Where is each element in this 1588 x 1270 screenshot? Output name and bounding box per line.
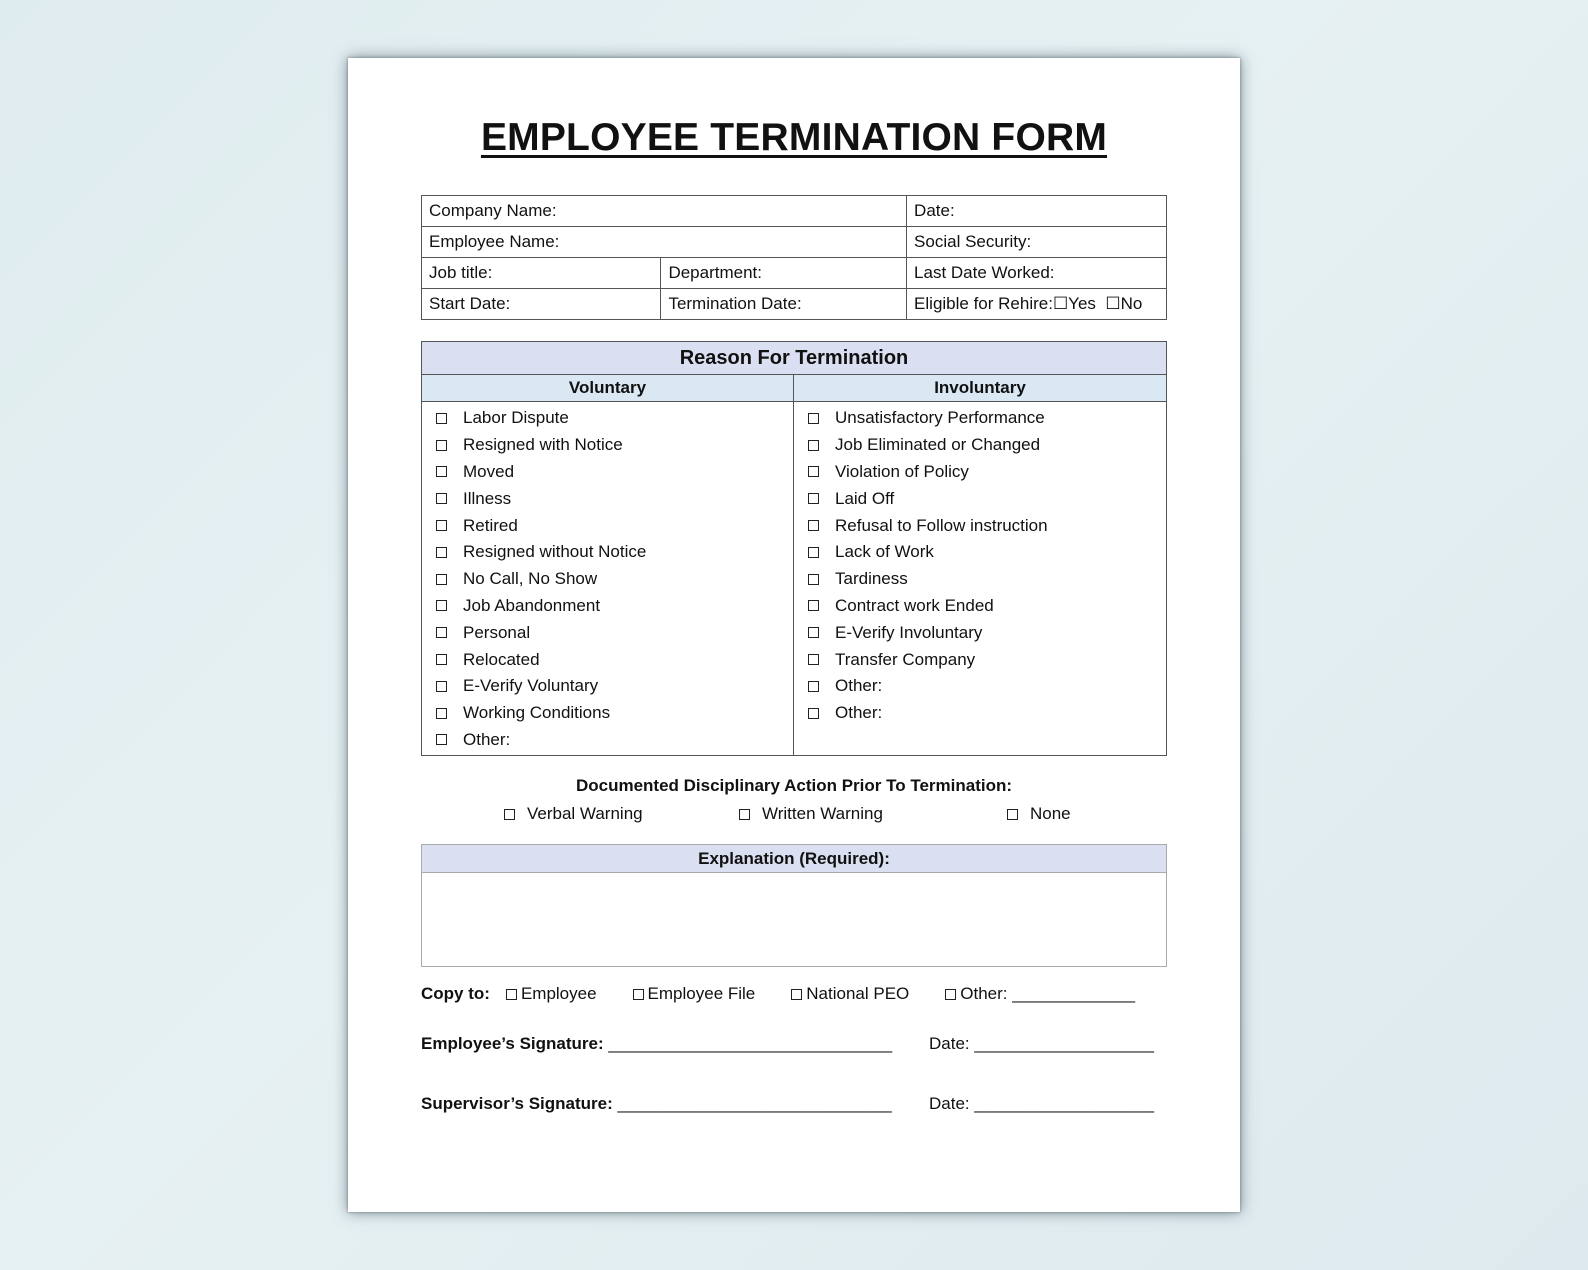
checkbox-icon[interactable] bbox=[808, 440, 819, 451]
copy-employee-option[interactable] bbox=[506, 984, 597, 1004]
eligible-for-rehire-field[interactable]: Eligible for Rehire:☐Yes ☐No bbox=[907, 289, 1167, 320]
involuntary-item[interactable] bbox=[808, 700, 1166, 727]
checkbox-icon[interactable] bbox=[504, 809, 515, 820]
voluntary-list bbox=[422, 402, 793, 753]
employee-info-table bbox=[421, 195, 1167, 320]
checkbox-icon[interactable] bbox=[436, 734, 447, 745]
voluntary-item[interactable] bbox=[436, 566, 793, 593]
checkbox-icon[interactable] bbox=[436, 574, 447, 585]
date-field[interactable]: Date: bbox=[907, 196, 1167, 227]
checkbox-icon[interactable] bbox=[739, 809, 750, 820]
copy-to-label: Copy to: bbox=[421, 984, 490, 1003]
voluntary-column bbox=[422, 375, 794, 756]
department-field[interactable]: Department: bbox=[661, 258, 907, 289]
explanation-heading: Explanation (Required): bbox=[422, 845, 1166, 873]
voluntary-item-label: Retired bbox=[463, 515, 518, 535]
checkbox-icon[interactable] bbox=[808, 413, 819, 424]
company-name-field[interactable]: Company Name: bbox=[422, 196, 907, 227]
voluntary-item-label: E-Verify Voluntary bbox=[463, 676, 599, 696]
voluntary-item-label: Illness bbox=[463, 488, 512, 508]
involuntary-item-label: Laid Off bbox=[835, 488, 895, 508]
copy-to-row bbox=[421, 984, 1167, 1004]
checkbox-icon[interactable] bbox=[808, 574, 819, 585]
voluntary-item[interactable] bbox=[436, 432, 793, 459]
employee-name-field[interactable]: Employee Name: bbox=[422, 227, 907, 258]
involuntary-item[interactable] bbox=[808, 593, 1166, 620]
voluntary-item[interactable] bbox=[436, 727, 793, 754]
checkbox-icon[interactable] bbox=[436, 600, 447, 611]
supervisor-signature-line[interactable]: _____________________________ bbox=[617, 1094, 892, 1113]
involuntary-item[interactable] bbox=[808, 512, 1166, 539]
checkbox-icon[interactable] bbox=[808, 493, 819, 504]
voluntary-item-label: Resigned without Notice bbox=[463, 542, 647, 562]
supervisor-signature-label: Supervisor’s Signature: bbox=[421, 1094, 613, 1113]
option-label: Verbal Warning bbox=[527, 804, 643, 823]
written-warning-option[interactable] bbox=[739, 804, 883, 824]
checkbox-icon[interactable] bbox=[808, 520, 819, 531]
start-date-field[interactable]: Start Date: bbox=[422, 289, 661, 320]
option-label: Other: _____________ bbox=[960, 984, 1136, 1003]
date-line[interactable]: ___________________ bbox=[974, 1034, 1155, 1053]
checkbox-icon[interactable] bbox=[808, 627, 819, 638]
voluntary-item-label: Personal bbox=[463, 622, 531, 642]
checkbox-icon[interactable] bbox=[808, 466, 819, 477]
voluntary-item-label: Working Conditions bbox=[463, 703, 611, 723]
checkbox-icon[interactable] bbox=[436, 547, 447, 558]
checkbox-icon[interactable] bbox=[436, 627, 447, 638]
involuntary-item[interactable] bbox=[808, 539, 1166, 566]
involuntary-item[interactable] bbox=[808, 459, 1166, 486]
voluntary-item-label: Moved bbox=[463, 461, 515, 481]
checkbox-icon[interactable] bbox=[808, 681, 819, 692]
checkbox-icon[interactable] bbox=[436, 681, 447, 692]
option-label: None bbox=[1030, 804, 1071, 823]
disciplinary-heading: Documented Disciplinary Action Prior To Termination: bbox=[575, 776, 1013, 795]
voluntary-item[interactable] bbox=[436, 485, 793, 512]
involuntary-item[interactable] bbox=[808, 646, 1166, 673]
copy-other-option[interactable] bbox=[945, 984, 1135, 1004]
voluntary-item[interactable] bbox=[436, 405, 793, 432]
involuntary-item-label: Tardiness bbox=[835, 569, 908, 589]
date-line[interactable]: ___________________ bbox=[974, 1094, 1155, 1113]
involuntary-item[interactable] bbox=[808, 566, 1166, 593]
voluntary-item-label: No Call, No Show bbox=[463, 569, 598, 589]
voluntary-item-label: Resigned with Notice bbox=[463, 435, 623, 455]
involuntary-item[interactable] bbox=[808, 432, 1166, 459]
involuntary-item-label: E-Verify Involuntary bbox=[835, 622, 983, 642]
voluntary-item[interactable] bbox=[436, 539, 793, 566]
involuntary-item[interactable] bbox=[808, 619, 1166, 646]
involuntary-item-label: Other: bbox=[835, 676, 883, 696]
voluntary-item[interactable] bbox=[436, 673, 793, 700]
option-label: Employee bbox=[520, 984, 597, 1003]
form-title: EMPLOYEE TERMINATION FORM bbox=[480, 116, 1108, 159]
voluntary-item[interactable] bbox=[436, 646, 793, 673]
checkbox-icon[interactable] bbox=[808, 600, 819, 611]
involuntary-heading: Involuntary bbox=[794, 375, 1166, 402]
checkbox-icon[interactable] bbox=[808, 547, 819, 558]
job-title-field[interactable]: Job title: bbox=[422, 258, 661, 289]
employee-date[interactable] bbox=[929, 1034, 1154, 1054]
reason-heading: Reason For Termination bbox=[422, 342, 1166, 375]
copy-national-peo-option[interactable] bbox=[791, 984, 909, 1004]
checkbox-icon[interactable] bbox=[808, 654, 819, 665]
explanation-section[interactable] bbox=[421, 844, 1167, 967]
voluntary-heading: Voluntary bbox=[422, 375, 793, 402]
voluntary-item[interactable] bbox=[436, 619, 793, 646]
involuntary-item-label: Transfer Company bbox=[835, 649, 976, 669]
voluntary-item-label: Relocated bbox=[463, 649, 540, 669]
involuntary-list bbox=[794, 402, 1166, 727]
verbal-warning-option[interactable] bbox=[504, 804, 643, 824]
checkbox-icon[interactable] bbox=[1007, 809, 1018, 820]
date-label: Date: bbox=[929, 1094, 970, 1113]
involuntary-item-label: Other: bbox=[835, 703, 883, 723]
checkbox-icon[interactable] bbox=[945, 989, 956, 1000]
date-label: Date: bbox=[929, 1034, 970, 1053]
checkbox-icon[interactable] bbox=[808, 708, 819, 719]
voluntary-item[interactable] bbox=[436, 593, 793, 620]
checkbox-icon[interactable] bbox=[791, 989, 802, 1000]
checkbox-icon[interactable] bbox=[436, 413, 447, 424]
checkbox-icon[interactable] bbox=[633, 989, 644, 1000]
involuntary-item-label: Job Eliminated or Changed bbox=[835, 435, 1041, 455]
termination-date-field[interactable]: Termination Date: bbox=[661, 289, 907, 320]
option-label: National PEO bbox=[806, 984, 910, 1003]
involuntary-column bbox=[794, 375, 1166, 756]
checkbox-icon[interactable] bbox=[506, 989, 517, 1000]
voluntary-item-label: Other: bbox=[463, 729, 511, 749]
employee-signature-label: Employee’s Signature: bbox=[421, 1034, 604, 1053]
voluntary-item[interactable] bbox=[436, 512, 793, 539]
involuntary-item-label: Refusal to Follow instruction bbox=[835, 515, 1048, 535]
involuntary-item-label: Lack of Work bbox=[835, 542, 934, 562]
last-date-worked-field[interactable]: Last Date Worked: bbox=[907, 258, 1167, 289]
voluntary-item-label: Job Abandonment bbox=[463, 595, 601, 615]
voluntary-item[interactable] bbox=[436, 459, 793, 486]
checkbox-icon[interactable] bbox=[436, 708, 447, 719]
none-option[interactable] bbox=[1007, 804, 1071, 824]
involuntary-item-label: Contract work Ended bbox=[835, 595, 994, 615]
involuntary-item-label: Unsatisfactory Performance bbox=[835, 408, 1045, 428]
involuntary-item[interactable] bbox=[808, 673, 1166, 700]
employee-signature-line[interactable]: ______________________________ bbox=[608, 1034, 893, 1053]
social-security-field[interactable]: Social Security: bbox=[907, 227, 1167, 258]
reason-for-termination-section bbox=[421, 341, 1167, 756]
checkbox-icon[interactable] bbox=[436, 440, 447, 451]
checkbox-icon[interactable] bbox=[436, 520, 447, 531]
involuntary-item-label: Violation of Policy bbox=[835, 461, 969, 481]
checkbox-icon[interactable] bbox=[436, 654, 447, 665]
voluntary-item[interactable] bbox=[436, 700, 793, 727]
supervisor-signature-row[interactable] bbox=[421, 1094, 1167, 1114]
option-label: Employee File bbox=[647, 984, 756, 1003]
checkbox-icon[interactable] bbox=[436, 466, 447, 477]
involuntary-item[interactable] bbox=[808, 485, 1166, 512]
involuntary-item[interactable] bbox=[808, 405, 1166, 432]
voluntary-item-label: Labor Dispute bbox=[463, 408, 569, 428]
option-label: Written Warning bbox=[762, 804, 883, 823]
employee-signature-row[interactable] bbox=[421, 1034, 1167, 1054]
supervisor-date[interactable] bbox=[929, 1094, 1154, 1114]
form-page bbox=[348, 58, 1240, 1212]
checkbox-icon[interactable] bbox=[436, 493, 447, 504]
copy-employee-file-option[interactable] bbox=[633, 984, 756, 1004]
